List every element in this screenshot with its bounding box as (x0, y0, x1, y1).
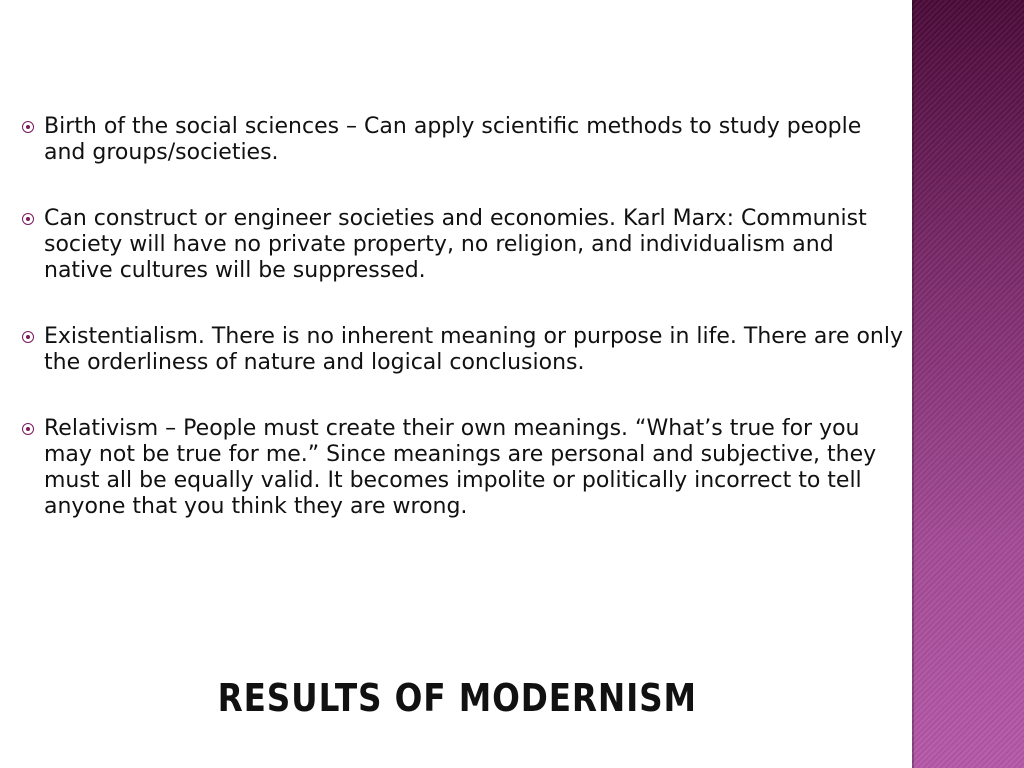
decorative-side-band (912, 0, 1024, 768)
bullet-item (16, 324, 906, 376)
circled-dot-icon (22, 121, 34, 133)
bullet-text: Birth of the social sciences – Can apply scientific methods to study people and groups/societies. (44, 114, 862, 165)
bullet-list (16, 114, 906, 560)
slide-title: RESULTS OF MODERNISM (217, 676, 697, 720)
bullet-text: Can construct or engineer societies and economies. Karl Marx: Communist society will have no private property, no religion, and individualism and native cultures will be suppressed. (44, 206, 867, 283)
bullet-item (16, 416, 906, 520)
circled-dot-icon (22, 331, 34, 343)
circled-dot-icon (22, 423, 34, 435)
circled-dot-icon (22, 213, 34, 225)
bullet-item (16, 114, 906, 166)
bullet-text: Existentialism. There is no inherent meaning or purpose in life. There are only the orderliness of nature and logical conclusions. (44, 324, 904, 375)
bullet-text: Relativism – People must create their own meanings. “What’s true for you may not be true for me.” Since meanings are personal and subjective, they must all be equally valid. It becomes impolite or politically incorrect to tell anyone that you think they are wrong. (44, 416, 877, 519)
bullet-item (16, 206, 906, 284)
